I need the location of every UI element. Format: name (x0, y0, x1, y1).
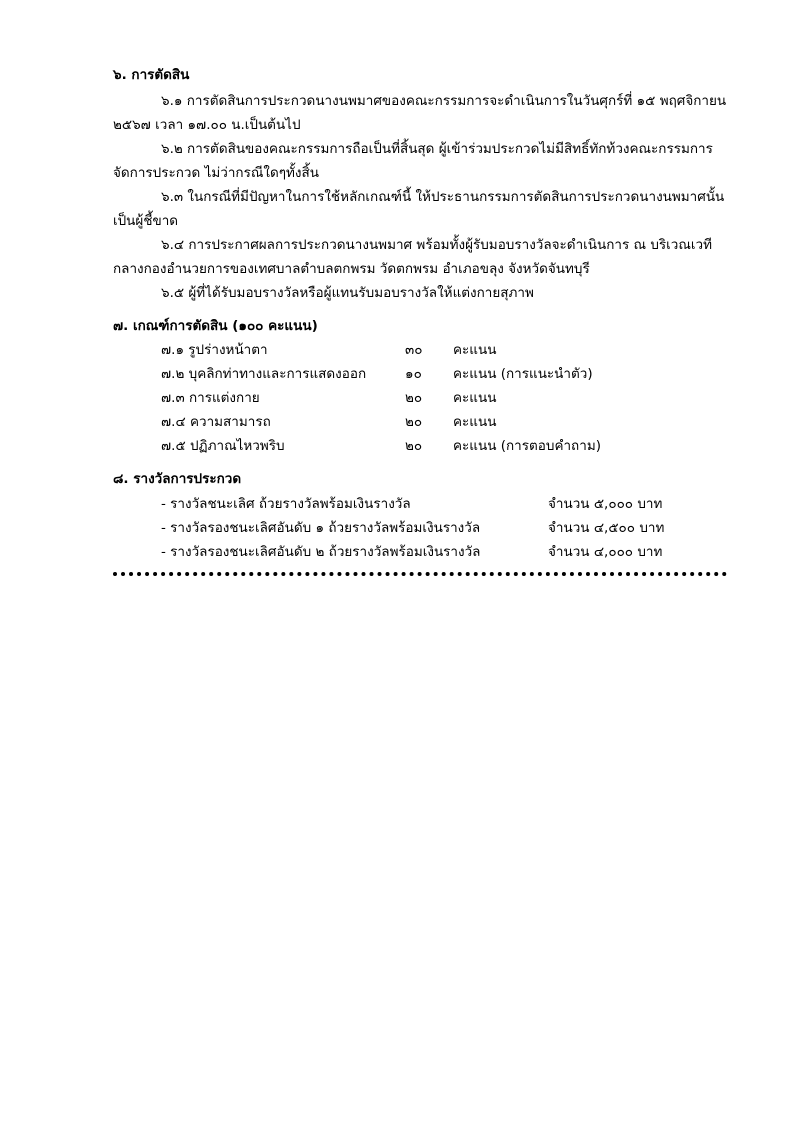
criterion-label: ๗.๓ การแต่งกาย (161, 390, 260, 406)
section-6-1-line-2: ๒๕๖๗ เวลา ๑๗.๐๐ น.เป็นต้นไป (113, 117, 301, 133)
criterion-label: ๗.๕ ปฏิภาณไหวพริบ (161, 438, 285, 454)
section-6-heading: ๖. การตัดสิน (113, 67, 190, 83)
criterion-unit: คะแนน (การตอบคำถาม) (453, 438, 601, 454)
prize-amount: จำนวน ๔,๐๐๐ บาท (548, 544, 663, 560)
section-6-3-line-1: ๖.๓ ในกรณีที่มีปัญหาในการใช้หลักเกณฑ์นี้ ให้ประธานกรรมการตัดสินการประกวดนางนพมาศนั้น (161, 189, 725, 205)
section-6-3-line-2: เป็นผู้ชี้ขาด (113, 213, 179, 229)
section-8-heading: ๘. รางวัลการประกวด (113, 471, 242, 487)
section-7-heading: ๗. เกณฑ์การตัดสิน (๑๐๐ คะแนน) (113, 318, 318, 334)
criterion-unit: คะแนน (การแนะนำตัว) (453, 366, 593, 382)
criterion-score: ๒๐ (405, 390, 423, 406)
criterion-score: ๒๐ (405, 438, 423, 454)
section-6-4-line-2: กลางกองอำนวยการของเทศบาลตำบลตกพรม วัดตกพรม อำเภอขลุง จังหวัดจันทบุรี (113, 261, 590, 277)
criterion-unit: คะแนน (453, 390, 497, 406)
criterion-label: ๗.๔ ความสามารถ (161, 414, 271, 430)
prize-label: - รางวัลรองชนะเลิศอันดับ ๑ ถ้วยรางวัลพร้อมเงินรางวัล (161, 520, 481, 536)
section-6-2-line-1: ๖.๒ การตัดสินของคณะกรรมการถือเป็นที่สิ้นสุด ผู้เข้าร่วมประกวดไม่มีสิทธิ์ทักท้วงคณะกรรมการ (161, 141, 713, 157)
prize-label: - รางวัลรองชนะเลิศอันดับ ๒ ถ้วยรางวัลพร้อมเงินรางวัล (161, 544, 481, 560)
criterion-label: ๗.๑ รูปร่างหน้าตา (161, 342, 268, 358)
criterion-unit: คะแนน (453, 342, 497, 358)
criterion-score: ๓๐ (405, 342, 423, 358)
criterion-label: ๗.๒ บุคลิกท่าทางและการแสดงออก (161, 366, 367, 382)
section-6-1-line-1: ๖.๑ การตัดสินการประกวดนางนพมาศของคณะกรรมการจะดำเนินการในวันศุกร์ที่ ๑๕ พฤศจิกายน (161, 93, 727, 109)
dotted-divider (113, 572, 727, 576)
section-6-4-line-1: ๖.๔ การประกาศผลการประกวดนางนพมาศ พร้อมทั้งผู้รับมอบรางวัลจะดำเนินการ ณ บริเวณเวที (161, 237, 712, 253)
prize-amount: จำนวน ๔,๕๐๐ บาท (548, 520, 665, 536)
criterion-score: ๑๐ (405, 366, 422, 382)
section-6-2-line-2: จัดการประกวด ไม่ว่ากรณีใดๆทั้งสิ้น (113, 165, 319, 181)
criterion-score: ๒๐ (405, 414, 423, 430)
prize-amount: จำนวน ๕,๐๐๐ บาท (548, 496, 663, 512)
criterion-unit: คะแนน (453, 414, 497, 430)
prize-label: - รางวัลชนะเลิศ ถ้วยรางวัลพร้อมเงินรางวัล (161, 496, 411, 512)
section-6-5-line-1: ๖.๕ ผู้ที่ได้รับมอบรางวัลหรือผู้แทนรับมอบรางวัลให้แต่งกายสุภาพ (161, 285, 534, 301)
